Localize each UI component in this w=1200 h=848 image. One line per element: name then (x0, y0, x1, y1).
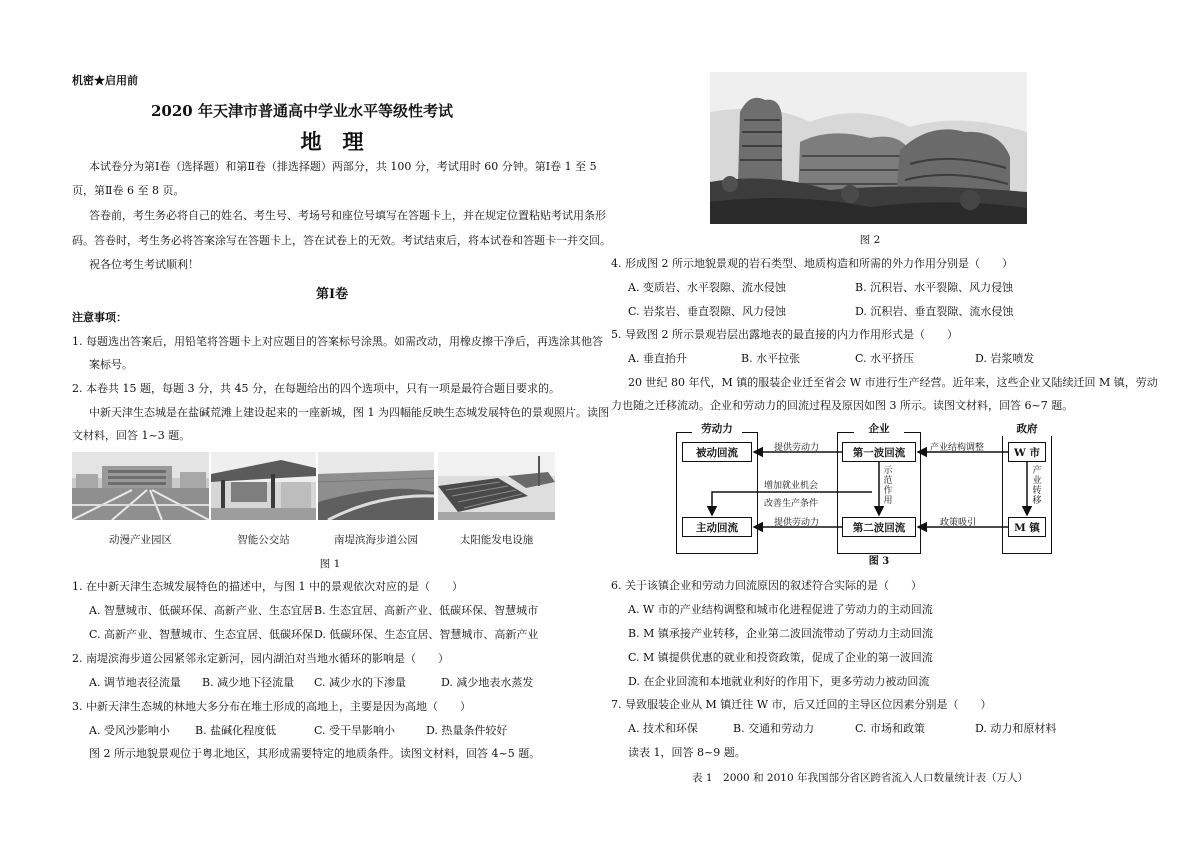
fig1-caption-1: 动漫产业园区 (109, 534, 172, 546)
material4: 读表 1，回答 8~9 题。 (628, 746, 746, 759)
q4-option-a: A. 变质岩、水平裂隙、流水侵蚀 (628, 281, 786, 294)
intro-p3: 祝各位考生考试顺利！ (89, 258, 199, 271)
box-second-wave: 第二波回流 (842, 517, 916, 537)
q3-option-c: C. 受干旱影响小 (314, 724, 396, 737)
note-2: 2. 本卷共 15 题，每题 3 分，共 45 分，在每题给出的四个选项中，只有一项是最符合题目要求的。 (72, 382, 560, 395)
q5-option-b: B. 水平拉张 (741, 352, 801, 365)
note-1-l1: 1. 每题选出答案后，用铅笔将答题卡上对应题目的答案标号涂黑。如需改动，用橡皮擦干净后，再选涂其他答 (72, 335, 603, 348)
q1-stem: 1. 在中新天津生态城发展特色的描述中，与图 1 中的景观依次对应的是（ ） (72, 580, 463, 593)
q6-option-a: A. W 市的产业结构调整和城市化进程促进了劳动力的主动回流 (628, 603, 933, 616)
q1-option-d: D. 低碳环保、生态宜居、智慧城市、高新产业 (314, 628, 539, 641)
label-industry-transfer: 产业转移 (1032, 466, 1042, 506)
photo-danxia-landform (710, 72, 1027, 224)
q5-option-c: C. 水平挤压 (855, 352, 915, 365)
q6-option-b: B. M 镇承接产业转移，企业第二波回流带动了劳动力主动回流 (628, 627, 933, 640)
q7-option-a: A. 技术和环保 (628, 722, 698, 735)
section-title: 第Ⅰ卷 (315, 287, 349, 302)
q4-option-c: C. 岩浆岩、垂直裂隙、风力侵蚀 (628, 305, 787, 318)
q7-stem: 7. 导致服装企业从 M 镇迁往 W 市，后又迁回的主导区位因素分别是（ ） (611, 698, 992, 711)
label-provide-labor-1: 提供劳动力 (774, 443, 820, 453)
q4-stem: 4. 形成图 2 所示地貌景观的岩石类型、地质构造和所需的外力作用分别是（ ） (611, 257, 1013, 270)
material3-l1: 20 世纪 80 年代，M 镇的服装企业迁至省会 W 市进行生产经营。近年来，这些企业又陆续迁回 M 镇，劳动 (628, 376, 1158, 389)
table1-title: 表 1 2000 和 2010 年我国部分省区跨省流入人口数量统计表（万人） (692, 772, 1028, 784)
box-passive-return: 被动回流 (682, 442, 752, 462)
q4-option-d: D. 沉积岩、垂直裂隙、流水侵蚀 (855, 305, 1014, 318)
q6-option-d: D. 在企业回流和本地就业利好的作用下，更多劳动力被动回流 (628, 675, 930, 688)
material3-l2: 力也随之迁移流动。企业和劳动力的回流过程及原因如图 3 所示。读图文材料，回答 6~7 题。 (611, 399, 1074, 412)
label-increase-jobs: 增加就业机会 (764, 481, 819, 491)
confidential-mark: 机密★启用前 (72, 74, 138, 87)
col-labor: 劳动力 (692, 421, 742, 436)
label-industry-restructure: 产业结构调整 (930, 443, 985, 453)
box-m-town: M 镇 (1008, 517, 1046, 537)
exam-title: 2020 年天津市普通高中学业水平等级性考试 (151, 102, 453, 120)
q3-stem: 3. 中新天津生态城的林地大多分布在堆土形成的高地上，主要是因为高地（ ） (72, 700, 471, 713)
col-government: 政府 (1002, 421, 1052, 436)
photo-solar-facility (438, 452, 555, 520)
q6-option-c: C. M 镇提供优惠的就业和投资政策，促成了企业的第一波回流 (628, 651, 933, 664)
q5-option-d: D. 岩浆喷发 (975, 352, 1035, 365)
q7-option-c: C. 市场和政策 (855, 722, 926, 735)
q5-stem: 5. 导致图 2 所示景观岩层出露地表的最直接的内力作用形式是（ ） (611, 328, 958, 341)
q3-option-d: D. 热量条件较好 (426, 724, 508, 737)
diagram-arrows (672, 420, 1062, 570)
box-active-return: 主动回流 (682, 517, 752, 537)
q4-option-b: B. 沉积岩、水平裂隙、风力侵蚀 (855, 281, 1014, 294)
q7-option-d: D. 动力和原材料 (975, 722, 1057, 735)
figure3-diagram (672, 420, 1062, 570)
label-policy-attraction: 政策吸引 (940, 518, 977, 528)
fig3-label: 图 3 (868, 556, 890, 567)
material1-l1: 中新天津生态城是在盐碱荒滩上建设起来的一座新城，图 1 为四幅能反映生态城发展特色的景观照片。读图 (89, 406, 609, 419)
fig2-label: 图 2 (859, 234, 881, 246)
intro-p2-l2: 码。答卷时，考生务必将答案涂写在答题卡上，答在试卷上的无效。考试结束后，将本试卷和答题卡一并交回。 (72, 234, 611, 247)
notes-heading: 注意事项： (72, 311, 127, 324)
q2-option-d: D. 减少地表水蒸发 (441, 676, 534, 689)
q3-option-b: B. 盐碱化程度低 (195, 724, 277, 737)
q3-option-a: A. 受风沙影响小 (89, 724, 170, 737)
fig1-label: 图 1 (319, 558, 341, 570)
note-1-l2: 案标号。 (89, 358, 133, 371)
q2-option-b: B. 减少地下径流量 (202, 676, 295, 689)
subject-title: 地 理 (300, 129, 364, 154)
photo-smart-bus-stop (211, 452, 316, 520)
q1-option-a: A. 智慧城市、低碳环保、高新产业、生态宜居 (89, 604, 313, 617)
intro-p1-l2: 页，第Ⅱ卷 6 至 8 页。 (72, 184, 185, 197)
label-provide-labor-2: 提供劳动力 (774, 518, 820, 528)
q2-option-c: C. 减少水的下渗量 (314, 676, 407, 689)
q7-option-b: B. 交通和劳动力 (733, 722, 815, 735)
intro-p1-l1: 本试卷分为第Ⅰ卷（选择题）和第Ⅱ卷（排选择题）两部分，共 100 分，考试用时 60 分钟。第Ⅰ卷 1 至 5 (89, 160, 597, 173)
q2-stem: 2. 南堤滨海步道公园紧邻永定新河，园内湖泊对当地水循环的影响是（ ） (72, 652, 449, 665)
label-improve-conditions: 改善生产条件 (764, 499, 819, 509)
fig1-caption-4: 太阳能发电设施 (459, 534, 534, 546)
q2-option-a: A. 调节地表径流量 (89, 676, 181, 689)
label-demo-effect: 示范作用 (883, 466, 893, 506)
fig1-caption-3: 南堤滨海步道公园 (334, 534, 418, 546)
photo-animation-park (72, 452, 209, 520)
fig1-caption-2: 智能公交站 (237, 534, 290, 546)
q6-stem: 6. 关于该镇企业和劳动力回流原因的叙述符合实际的是（ ） (611, 579, 922, 592)
q1-option-b: B. 生态宜居、高新产业、低碳环保、智慧城市 (314, 604, 539, 617)
material2: 图 2 所示地貌景观位于粤北地区，其形成需要特定的地质条件。读图文材料，回答 4~5 题。 (89, 747, 541, 760)
photo-seaside-park (318, 452, 434, 520)
q5-option-a: A. 垂直抬升 (628, 352, 687, 365)
box-first-wave: 第一波回流 (842, 442, 916, 462)
col-enterprise: 企业 (854, 421, 904, 436)
box-w-city: W 市 (1008, 442, 1046, 462)
q1-option-c: C. 高新产业、智慧城市、生态宜居、低碳环保 (89, 628, 314, 641)
material1-l2: 文材料，回答 1~3 题。 (72, 429, 191, 442)
intro-p2-l1: 答卷前，考生务必将自己的姓名、考生号、考场号和座位号填写在答题卡上，并在规定位置粘贴考试用条形 (89, 209, 606, 222)
